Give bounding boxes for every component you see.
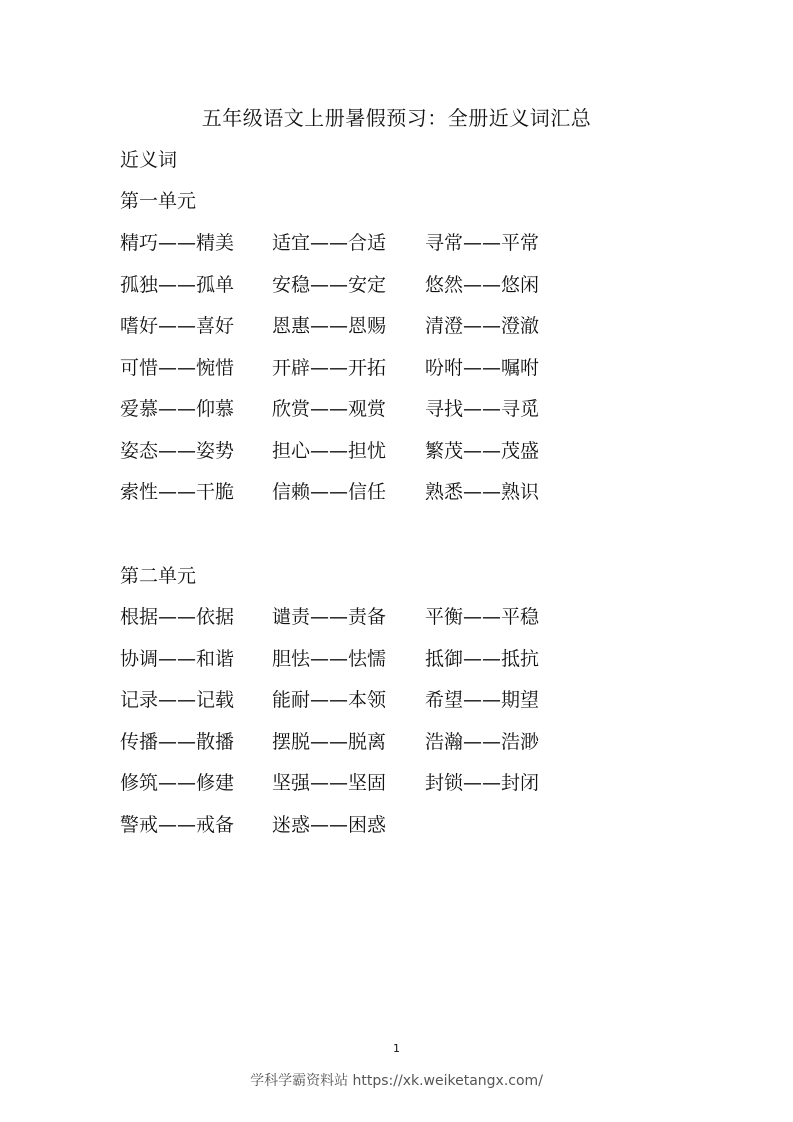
synonym-pair: 抵御——抵抗	[425, 648, 540, 670]
synonym-pair: 警戒——戒备	[120, 814, 235, 836]
synonym-pair: 精巧——精美	[120, 232, 235, 254]
page-title: 五年级语文上册暑假预习：全册近义词汇总	[201, 106, 592, 130]
synonym-pair: 修筑——修建	[120, 772, 235, 794]
synonym-pair: 嗜好——喜好	[120, 315, 235, 337]
synonym-pair: 开辟——开拓	[272, 357, 387, 379]
synonym-pair: 能耐——本领	[272, 689, 387, 711]
synonym-pair: 爱慕——仰慕	[120, 398, 235, 420]
synonym-pair: 摆脱——脱离	[272, 731, 387, 753]
synonym-pair: 寻找——寻觅	[425, 398, 540, 420]
synonym-pair: 悠然——悠闲	[425, 274, 540, 296]
synonym-pair: 欣赏——观赏	[272, 398, 387, 420]
synonym-pair: 恩惠——恩赐	[272, 315, 387, 337]
synonym-pair: 协调——和谐	[120, 648, 235, 670]
unit-heading: 第二单元	[120, 565, 197, 587]
synonym-pair: 平衡——平稳	[425, 606, 540, 628]
synonym-pair: 希望——期望	[425, 689, 540, 711]
synonym-pair: 适宜——合适	[272, 232, 387, 254]
page-number: 1	[393, 1042, 400, 1055]
synonym-pair: 索性——干脆	[120, 481, 235, 503]
synonym-pair: 繁茂——茂盛	[425, 440, 540, 462]
synonym-pair: 吩咐——嘱咐	[425, 357, 540, 379]
synonym-pair: 胆怯——怯懦	[272, 648, 387, 670]
unit-heading: 第一单元	[120, 190, 197, 212]
synonym-pair: 封锁——封闭	[425, 772, 540, 794]
synonym-pair: 熟悉——熟识	[425, 481, 540, 503]
synonym-pair: 谴责——责备	[272, 606, 387, 628]
synonym-pair: 孤独——孤单	[120, 274, 235, 296]
synonym-pair: 坚强——坚固	[272, 772, 387, 794]
synonym-pair: 根据——依据	[120, 606, 235, 628]
synonym-pair: 担心——担忧	[272, 440, 387, 462]
synonym-pair: 可惜——惋惜	[120, 357, 235, 379]
footer-source: 学科学霸资料站 https://xk.weiketangx.com/	[250, 1073, 543, 1089]
synonym-pair: 安稳——安定	[272, 274, 387, 296]
synonym-pair: 寻常——平常	[425, 232, 540, 254]
synonym-pair: 传播——散播	[120, 731, 235, 753]
synonym-pair: 姿态——姿势	[120, 440, 235, 462]
synonym-pair: 信赖——信任	[272, 481, 387, 503]
section-label: 近义词	[120, 149, 178, 171]
synonym-pair: 迷惑——困惑	[272, 814, 387, 836]
synonym-pair: 清澄——澄澈	[425, 315, 540, 337]
synonym-pair: 记录——记载	[120, 689, 235, 711]
synonym-pair: 浩瀚——浩渺	[425, 731, 540, 753]
